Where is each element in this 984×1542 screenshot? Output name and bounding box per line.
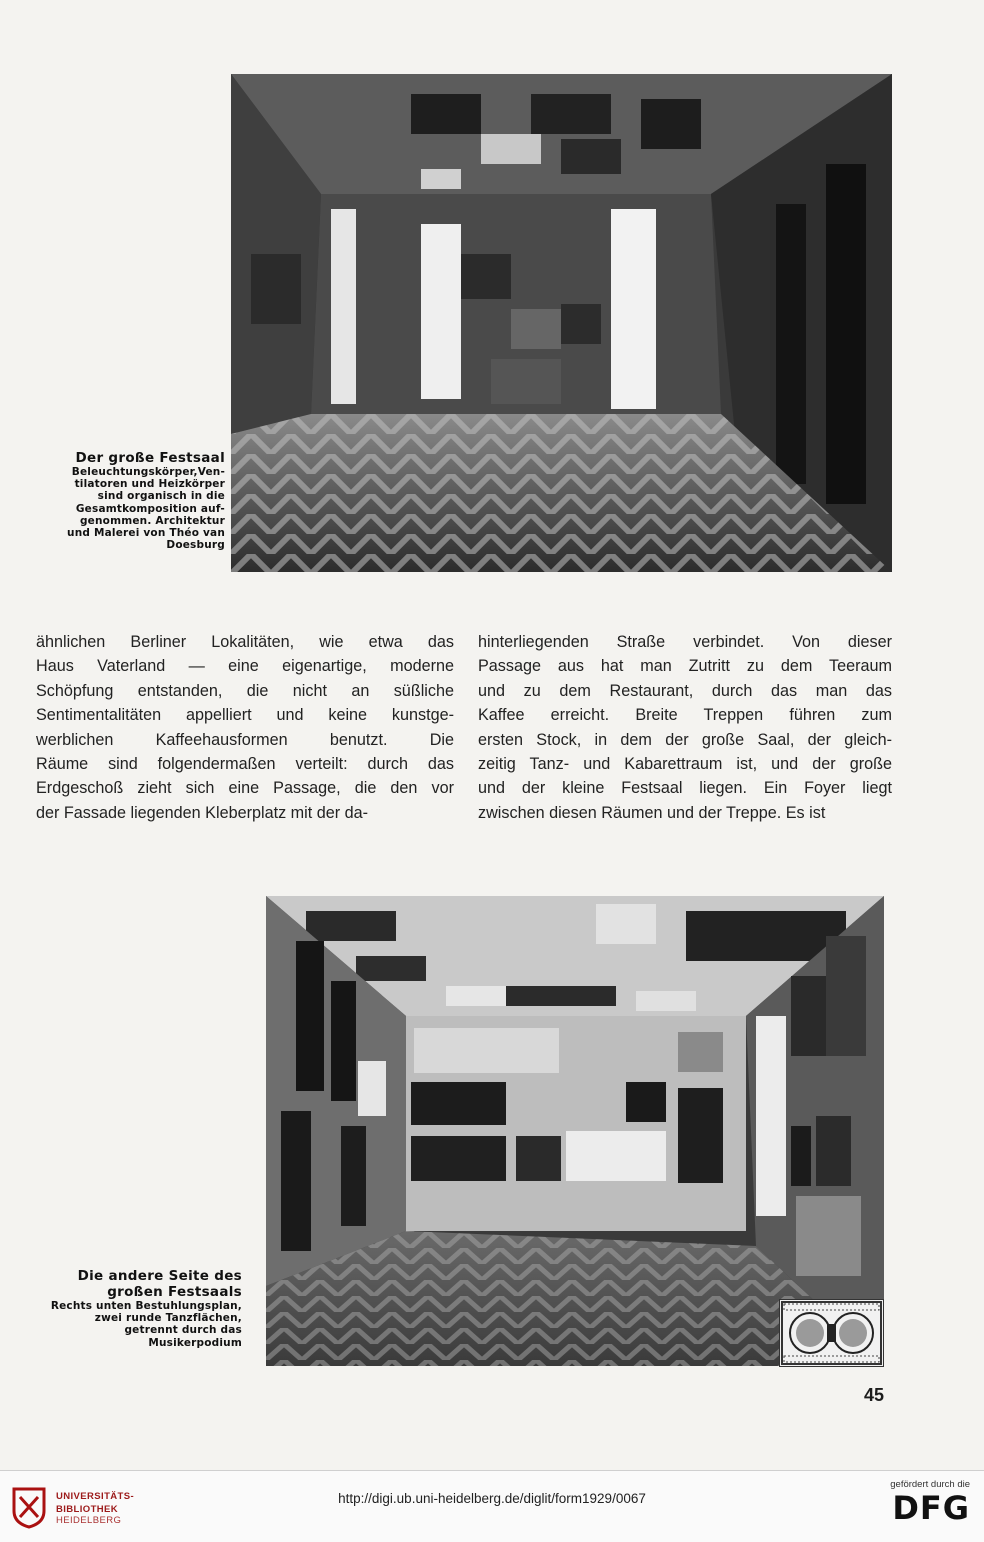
funder-logo[interactable]: [860, 1479, 970, 1526]
caption-photo-2: [20, 1268, 242, 1349]
caption-line: und Malerei von Théo van: [67, 527, 225, 540]
caption-line: Musikerpodium: [148, 1336, 242, 1349]
caption-photo-1: [30, 450, 225, 551]
caption-line: getrennt durch das: [124, 1324, 242, 1337]
text-column-right: [478, 630, 892, 825]
text-line: zwischen diesen Räumen und der Treppe. Es ist: [478, 803, 826, 822]
dfg-logo: DFG: [892, 1489, 970, 1527]
caption-line: Doesburg: [166, 539, 225, 552]
funder-note: gefördert durch die: [890, 1479, 970, 1490]
caption-body: [20, 1300, 242, 1349]
caption-title: [20, 1268, 242, 1300]
caption-line: sind organisch in die: [97, 490, 225, 503]
text-column-left: [36, 630, 454, 825]
text-line: Passage aus hat man Zutritt zu dem Teeraum: [478, 657, 892, 676]
caption-line: Rechts unten Bestuhlungsplan,: [50, 1300, 242, 1312]
text-line: Räume sind folgendermaßen verteilt: durch das: [36, 755, 454, 774]
text-line: Schöpfung entstanden, die nicht an süßliche: [36, 681, 454, 700]
permalink-url[interactable]: http://digi.ub.uni-heidelberg.de/diglit/form1929/0067: [338, 1491, 646, 1506]
photo-grosser-festsaal: [231, 74, 892, 572]
text-line: Erdgeschoß zieht sich eine Passage, die den vor: [36, 779, 454, 798]
library-name-line3: HEIDELBERG: [56, 1515, 122, 1526]
text-line: Haus Vaterland — eine eigenartige, moderne: [36, 657, 454, 676]
caption-line: Gesamtkomposition auf-: [75, 502, 225, 515]
caption-body: [30, 466, 225, 551]
text-line: Kaffee erreicht. Breite Treppen führen zum: [478, 706, 892, 725]
text-line: zeitig Tanz- und Kabarettraum ist, und der große: [478, 755, 892, 774]
text-line: und der kleine Festsaal liegen. Ein Foyer liegt: [478, 779, 892, 798]
caption-title: Der große Festsaal: [75, 450, 225, 466]
text-line: der Fassade liegenden Kleberplatz mit der da-: [36, 803, 369, 822]
text-line: hinterliegenden Straße verbindet. Von dieser: [478, 633, 892, 651]
page-number: 45: [863, 1385, 884, 1405]
caption-title-line: Die andere Seite des: [77, 1268, 242, 1284]
photo-andere-seite: [266, 896, 884, 1366]
caption-line: tilatoren und Heizkörper: [74, 478, 225, 491]
library-name-line1: UNIVERSITÄTS-: [56, 1491, 135, 1502]
seating-plan-inset: [779, 1299, 884, 1367]
text-line: ähnlichen Berliner Lokalitäten, wie etwa das: [36, 633, 454, 651]
footer: [0, 1470, 984, 1542]
text-line: Sentimentalitäten appelliert und keine kunstge-: [36, 706, 454, 725]
caption-title-line: großen Festsaals: [107, 1284, 242, 1300]
caption-line: zwei runde Tanzflächen,: [94, 1312, 242, 1325]
text-line: werblichen Kaffeehausformen benutzt. Die: [36, 730, 454, 749]
caption-line: genommen. Architektur: [79, 514, 225, 527]
text-line: ersten Stock, in dem der große Saal, der gleich-: [478, 730, 892, 749]
library-name-line2: BIBLIOTHEK: [56, 1504, 119, 1515]
caption-line: Beleuchtungskörper,Ven-: [71, 466, 225, 478]
text-line: und zu dem Restaurant, durch das man das: [478, 681, 892, 700]
